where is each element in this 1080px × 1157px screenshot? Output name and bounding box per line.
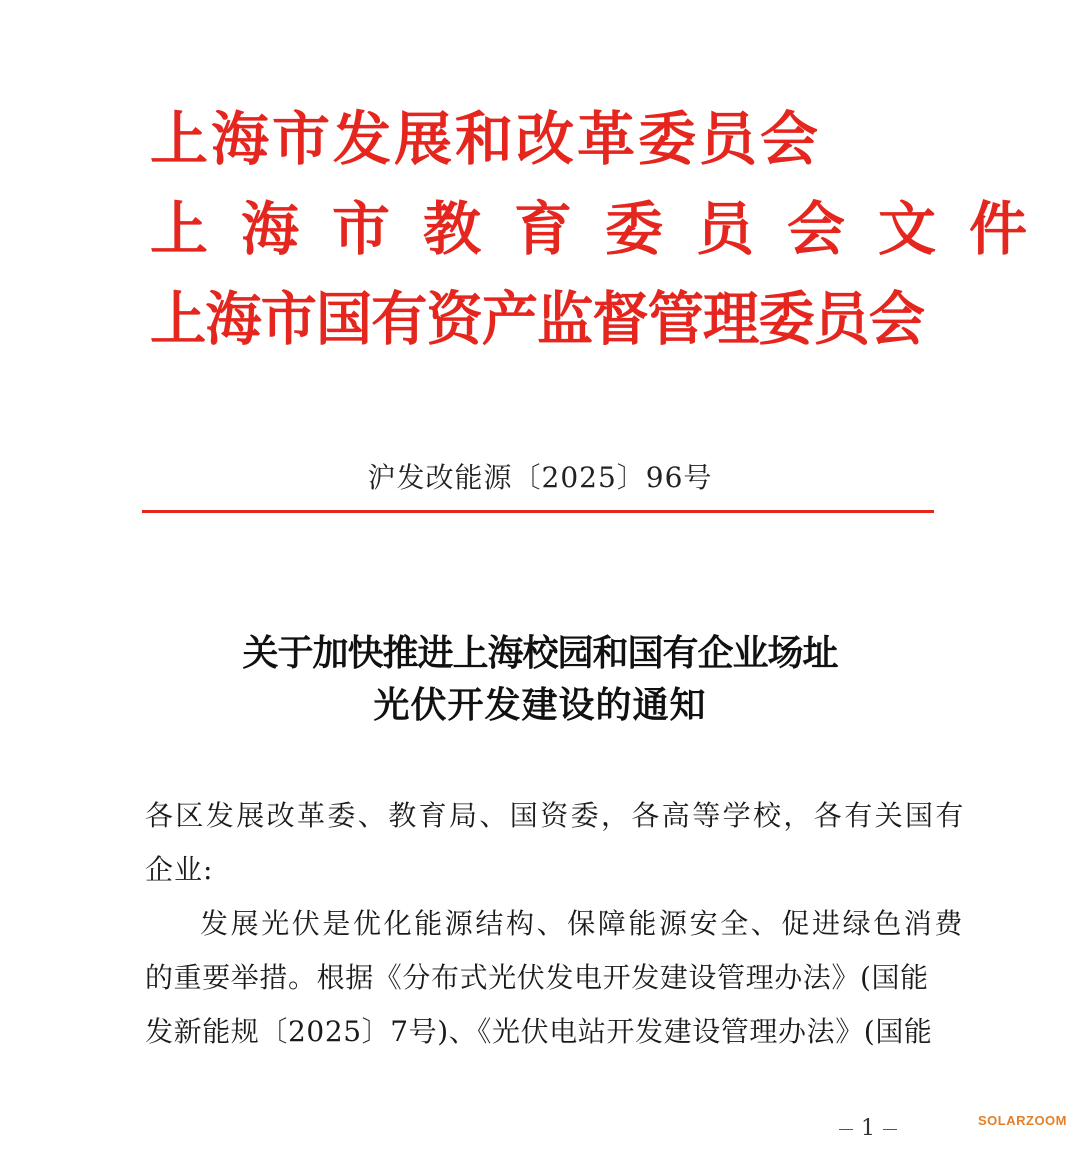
issuer-sasac: 上海市国有资产监督管理委员会: [150, 285, 925, 353]
red-divider: [142, 510, 934, 513]
page-number: 1: [828, 1114, 908, 1144]
body-line-paragraph-start: 发展光伏是优化能源结构、保障能源安全、促进绿色消费: [200, 907, 966, 940]
body-line-recipients-cont: 企业:: [145, 853, 214, 886]
issuer-education-commission: 上海市教育委员会文件: [150, 195, 1061, 263]
watermark-logo: SOLARZOOM: [978, 1113, 1067, 1128]
body-line-paragraph: 发新能规〔2025〕7号)、《光伏电站开发建设管理办法》(国能: [145, 1015, 933, 1048]
document-number: 沪发改能源〔2025〕96号: [367, 461, 713, 494]
body-line-paragraph: 的重要举措。根据《分布式光伏发电开发建设管理办法》(国能: [145, 961, 929, 994]
issuer-ndrc: 上海市发展和改革委员会: [150, 105, 822, 173]
document-title-line-1: 关于加快推进上海校园和国有企业场址: [242, 633, 838, 674]
document-title-line-2: 光伏开发建设的通知: [373, 685, 707, 726]
body-line-recipients: 各区发展改革委、教育局、国资委，各高等学校，各有关国有: [145, 799, 966, 832]
